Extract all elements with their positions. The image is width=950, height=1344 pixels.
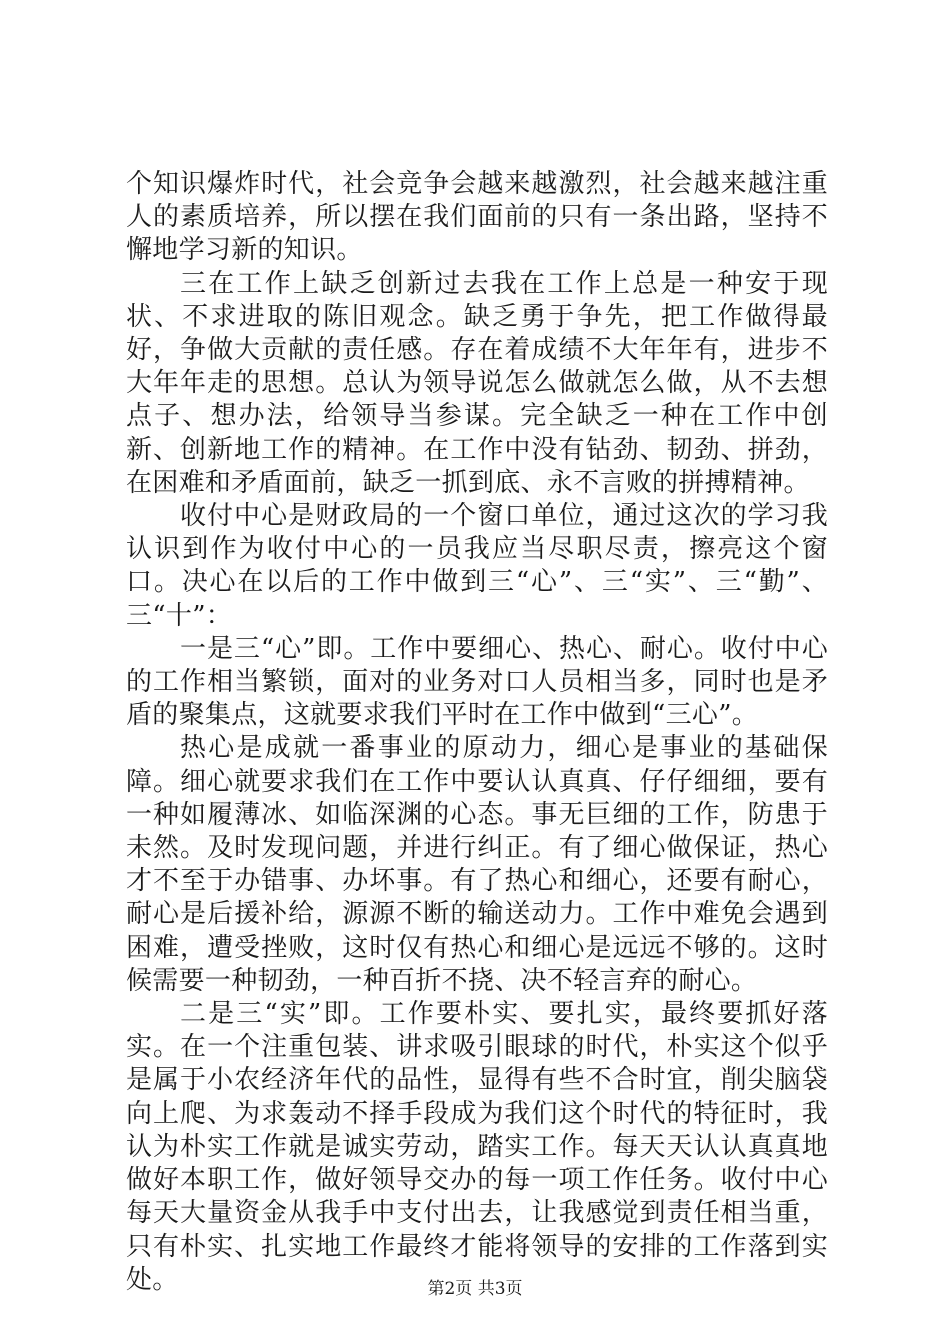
document-body: [126, 168, 828, 1297]
page-number-footer: 第2页 共3页: [427, 1279, 523, 1299]
paragraph-4: 一是三“心”即。工作中要细心、热心、耐心。收付中心的工作相当繁锁，面对的业务对口人员相当多，同时也是矛盾的聚集点，这就要求我们平时在工作中做到“三心”。: [126, 633, 828, 731]
paragraph-5: 热心是成就一番事业的原动力，细心是事业的基础保障。细心就要求我们在工作中要认认真真、仔仔细细，要有一种如履薄冰、如临深渊的心态。事无巨细的工作，防患于未然。及时发现问题，并进行纠正。有了细心做保证，热心才不至于办错事、办坏事。有了热心和细心，还要有耐心，耐心是后援补给，源源不断的输送动力。工作中难免会遇到困难，遭受挫败，这时仅有热心和细心是远远不够的。这时候需要一种韧劲，一种百折不挠、决不轻言弃的耐心。: [126, 733, 828, 996]
paragraph-1: 个知识爆炸时代，社会竞争会越来越激烈，社会越来越注重人的素质培养，所以摆在我们面前的只有一条出路，坚持不懈地学习新的知识。: [126, 169, 828, 266]
paragraph-3: 收付中心是财政局的一个窗口单位，通过这次的学习我认识到作为收付中心的一员我应当尽职尽责，擦亮这个窗口。决心在以后的工作中做到三“心”、三“实”、三“勤”、三“十”：: [126, 501, 828, 631]
paragraph-2: 三在工作上缺乏创新过去我在工作上总是一种安于现状、不求进取的陈旧观念。缺乏勇于争先，把工作做得最好，争做大贡献的责任感。存在着成绩不大年年有，进步不大年年走的思想。总认为领导说怎么做就怎么做，从不去想点子、想办法，给领导当参谋。完全缺乏一种在工作中创新、创新地工作的精神。在工作中没有钻劲、韧劲、拼劲，在困难和矛盾面前，缺乏一抓到底、永不言败的拼搏精神。: [126, 268, 828, 498]
paragraph-6: 二是三“实”即。工作要朴实、要扎实，最终要抓好落实。在一个注重包装、讲求吸引眼球的时代，朴实这个似乎是属于小农经济年代的品性，显得有些不合时宜，削尖脑袋向上爬、为求轰动不择手段成为我们这个时代的特征时，我认为朴实工作就是诚实劳动，踏实工作。每天天认认真真地做好本职工作，做好领导交办的每一项工作任务。收付中心每天大量资金从我手中支付出去，让我感觉到责任相当重，只有朴实、扎实地工作最终才能将领导的安排的工作落到实处。: [126, 999, 828, 1295]
